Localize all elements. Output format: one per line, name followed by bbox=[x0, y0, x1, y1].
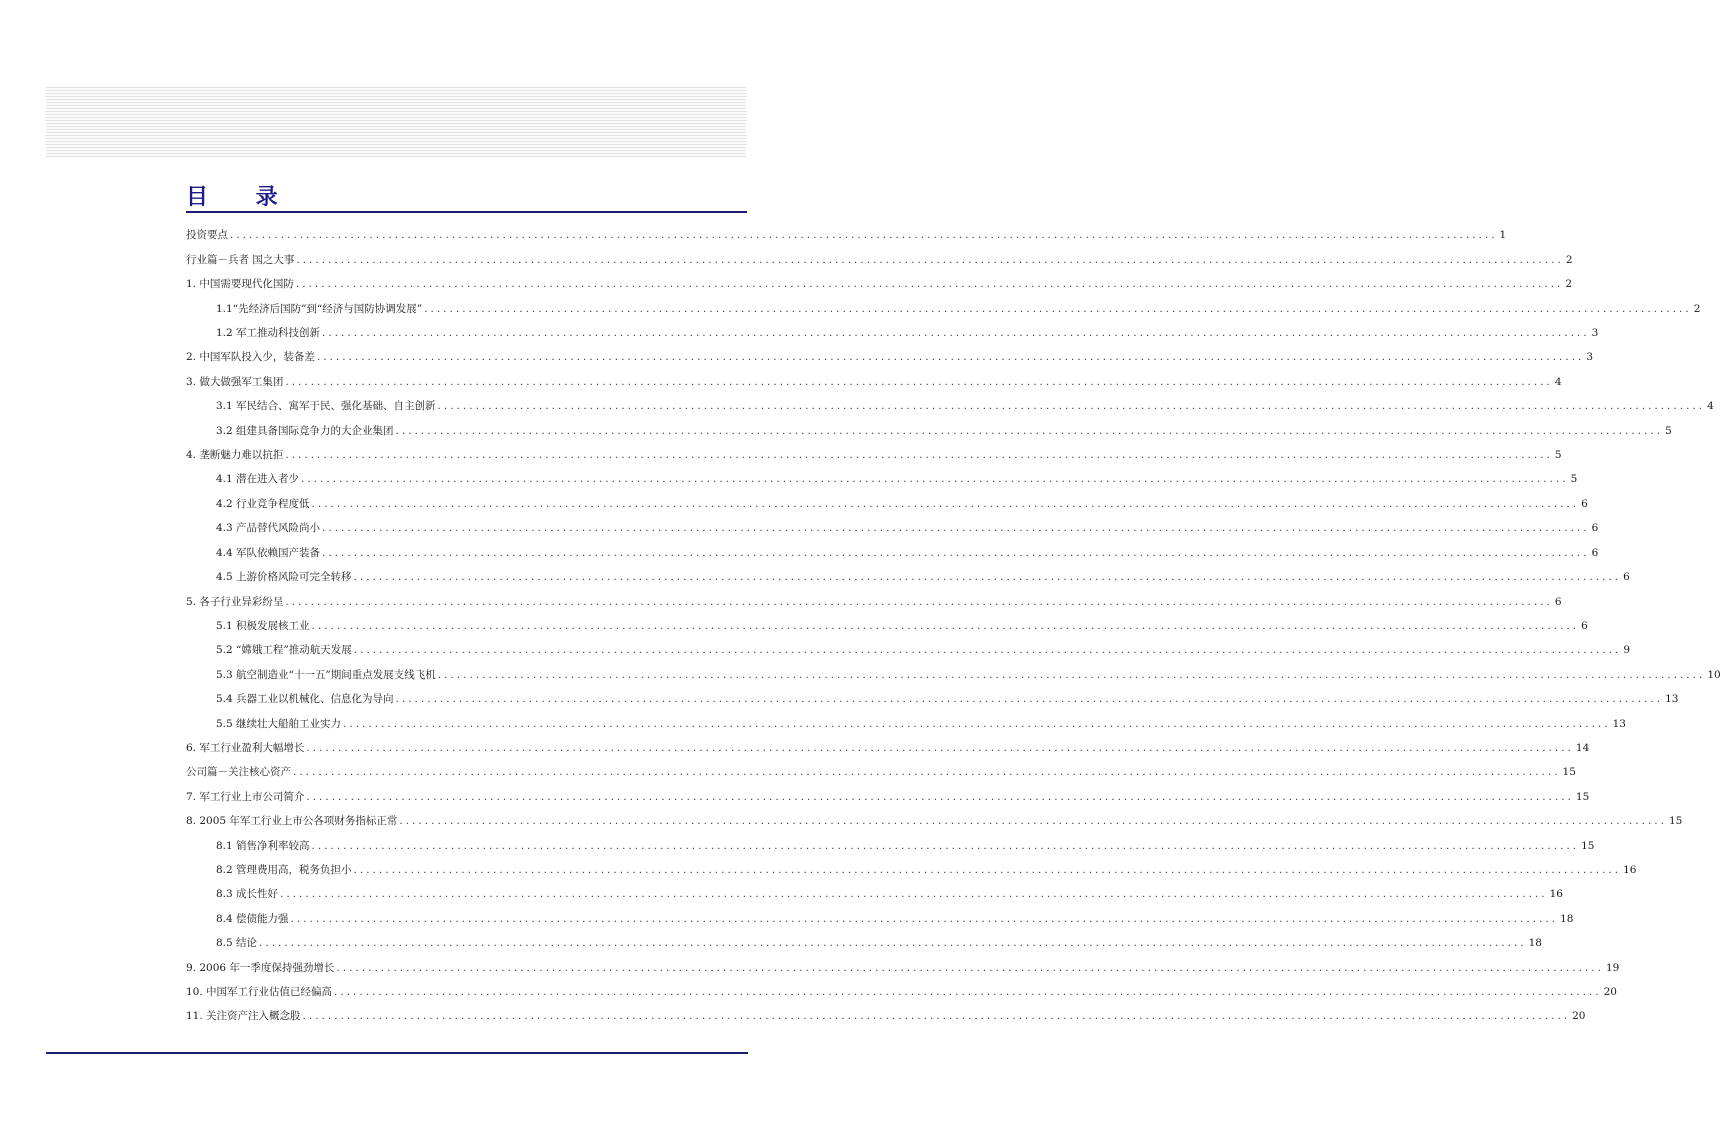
toc-entry[interactable] bbox=[186, 853, 1637, 877]
toc-entry-label: 3.1 军民结合、寓军于民、强化基础、自主创新 bbox=[216, 400, 436, 413]
toc-leader-dots: ........................................................................................................................................................................................................ bbox=[306, 741, 1574, 754]
table-of-contents bbox=[186, 218, 1721, 1023]
toc-leader-dots: ........................................................................................................................................................................................................ bbox=[322, 522, 1590, 535]
toc-entry-page-number: 18 bbox=[1560, 912, 1574, 925]
toc-leader-dots: ........................................................................................................................................................................................................ bbox=[285, 375, 1553, 388]
toc-entry-label: 5.2 “嫦娥工程”推动航天发展 bbox=[216, 644, 352, 657]
toc-entry-label: 3. 做大做强军工集团 bbox=[186, 375, 284, 388]
toc-entry[interactable] bbox=[186, 511, 1599, 535]
toc-entry-page-number: 14 bbox=[1575, 741, 1590, 754]
toc-leader-dots: ........................................................................................................................................................................................................ bbox=[302, 1010, 1571, 1023]
toc-entry-label: 2. 中国军队投入少，装备差 bbox=[186, 351, 315, 364]
toc-entry-label: 8.5 结论 bbox=[216, 937, 258, 950]
toc-entry-page-number: 4 bbox=[1554, 375, 1562, 388]
toc-leader-dots: ........................................................................................................................................................................................................ bbox=[316, 351, 1585, 364]
toc-entry-page-number: 2 bbox=[1565, 278, 1573, 291]
toc-entry-page-number: 15 bbox=[1581, 839, 1595, 852]
toc-entry-page-number: 13 bbox=[1612, 717, 1626, 730]
toc-entry-label: 1.2 军工推动科技创新 bbox=[216, 327, 321, 340]
toc-entry[interactable] bbox=[186, 389, 1714, 413]
toc-entry[interactable] bbox=[186, 999, 1586, 1023]
toc-entry-page-number: 4 bbox=[1707, 400, 1714, 413]
toc-entry-label: 10. 中国军工行业估值已经偏高 bbox=[186, 986, 333, 998]
toc-entry[interactable] bbox=[186, 291, 1701, 315]
toc-leader-dots: ........................................................................................................................................................................................................ bbox=[353, 571, 1622, 584]
toc-entry[interactable] bbox=[186, 877, 1563, 901]
toc-entry[interactable] bbox=[186, 609, 1588, 633]
toc-entry-page-number: 6 bbox=[1581, 497, 1588, 510]
toc-entry[interactable] bbox=[186, 926, 1542, 950]
toc-entry-label: 5. 各子行业异彩纷呈 bbox=[186, 595, 284, 608]
toc-entry-page-number: 5 bbox=[1554, 449, 1562, 462]
toc-leader-dots: ........................................................................................................................................................................................................ bbox=[259, 937, 1527, 950]
title-divider bbox=[186, 211, 747, 213]
toc-entry-label: 投资要点 bbox=[186, 229, 228, 242]
toc-entry-page-number: 15 bbox=[1562, 766, 1576, 779]
toc-entry[interactable] bbox=[186, 950, 1620, 974]
toc-leader-dots: ........................................................................................................................................................................................................ bbox=[437, 668, 1706, 681]
toc-leader-dots: ........................................................................................................................................................................................................ bbox=[285, 595, 1553, 608]
toc-leader-dots: ........................................................................................................................................................................................................ bbox=[306, 790, 1574, 803]
toc-entry-page-number: 1 bbox=[1499, 229, 1507, 242]
toc-leader-dots: ........................................................................................................................................................................................................ bbox=[322, 327, 1590, 340]
toc-leader-dots: ........................................................................................................................................................................................................ bbox=[322, 546, 1590, 559]
footer-divider bbox=[46, 1052, 748, 1054]
toc-leader-dots: ........................................................................................................................................................................................................ bbox=[311, 619, 1580, 632]
toc-entry-page-number: 18 bbox=[1528, 937, 1542, 950]
toc-entry[interactable] bbox=[186, 755, 1576, 779]
toc-entry-label: 8. 2005 年军工行业上市公各项财务指标正常 bbox=[186, 815, 398, 828]
toc-leader-dots: ........................................................................................................................................................................................................ bbox=[343, 717, 1611, 730]
toc-entry-label: 7. 军工行业上市公司简介 bbox=[186, 790, 305, 803]
toc-leader-dots: ........................................................................................................................................................................................................ bbox=[280, 888, 1548, 901]
toc-entry-page-number: 9 bbox=[1623, 644, 1630, 657]
toc-leader-dots: ........................................................................................................................................................................................................ bbox=[437, 400, 1706, 413]
toc-entry-label: 8.2 管理费用高，税务负担小 bbox=[216, 863, 352, 876]
toc-entry[interactable] bbox=[186, 242, 1573, 266]
toc-entry-page-number: 6 bbox=[1591, 546, 1599, 559]
toc-entry-label: 公司篇－关注核心资产 bbox=[186, 766, 291, 779]
toc-entry-page-number: 15 bbox=[1668, 815, 1683, 828]
toc-entry[interactable] bbox=[186, 364, 1562, 388]
toc-entry-page-number: 15 bbox=[1575, 790, 1590, 803]
toc-entry-page-number: 6 bbox=[1581, 619, 1588, 632]
toc-entry[interactable] bbox=[186, 975, 1617, 999]
toc-entry-label: 5.4 兵器工业以机械化、信息化为导向 bbox=[216, 693, 394, 706]
toc-leader-dots: ........................................................................................................................................................................................................ bbox=[395, 424, 1664, 437]
toc-entry-label: 11. 关注资产注入概念股 bbox=[186, 1010, 301, 1023]
toc-entry-page-number: 3 bbox=[1591, 327, 1599, 340]
toc-entry-page-number: 5 bbox=[1665, 424, 1672, 437]
toc-entry-page-number: 3 bbox=[1586, 351, 1594, 364]
toc-entry-page-number: 5 bbox=[1570, 473, 1578, 486]
toc-entry-label: 5.5 继续壮大船舶工业实力 bbox=[216, 717, 342, 730]
toc-entry-label: 8.3 成长性好 bbox=[216, 888, 279, 901]
toc-entry-label: 4.5 上游价格风险可完全转移 bbox=[216, 571, 352, 584]
toc-leader-dots: ........................................................................................................................................................................................................ bbox=[395, 693, 1664, 706]
toc-entry[interactable] bbox=[186, 413, 1672, 437]
toc-entry[interactable] bbox=[186, 486, 1588, 510]
toc-entry[interactable] bbox=[186, 657, 1721, 681]
toc-entry[interactable] bbox=[186, 340, 1594, 364]
toc-entry-page-number: 19 bbox=[1605, 961, 1620, 974]
toc-entry[interactable] bbox=[186, 706, 1626, 730]
toc-entry-page-number: 20 bbox=[1572, 1010, 1586, 1023]
toc-entry-page-number: 2 bbox=[1565, 253, 1573, 266]
toc-leader-dots: ........................................................................................................................................................................................................ bbox=[296, 253, 1564, 266]
toc-entry[interactable] bbox=[186, 218, 1507, 242]
toc-leader-dots: ........................................................................................................................................................................................................ bbox=[290, 912, 1559, 925]
toc-entry-label: 3.2 组建具备国际竞争力的大企业集团 bbox=[216, 424, 394, 437]
toc-entry-page-number: 10 bbox=[1707, 668, 1721, 681]
toc-entry[interactable] bbox=[186, 682, 1679, 706]
toc-leader-dots: ........................................................................................................................................................................................................ bbox=[336, 961, 1604, 974]
toc-entry-label: 行业篇－兵者 国之大事 bbox=[186, 253, 295, 266]
toc-entry-label: 4.1 潜在进入者少 bbox=[216, 473, 300, 486]
toc-leader-dots: ........................................................................................................................................................................................................ bbox=[399, 815, 1667, 828]
toc-entry-page-number: 13 bbox=[1665, 693, 1679, 706]
toc-entry[interactable] bbox=[186, 633, 1630, 657]
toc-entry[interactable] bbox=[186, 438, 1562, 462]
toc-leader-dots: ........................................................................................................................................................................................................ bbox=[295, 278, 1564, 291]
toc-entry-page-number: 2 bbox=[1693, 302, 1701, 315]
page-title: 目 录 bbox=[186, 185, 298, 210]
toc-entry-label: 9. 2006 年一季度保持强劲增长 bbox=[186, 961, 335, 974]
toc-entry[interactable] bbox=[186, 901, 1574, 925]
toc-entry-page-number: 6 bbox=[1591, 522, 1599, 535]
toc-entry-label: 5.1 积极发展核工业 bbox=[216, 619, 310, 632]
toc-entry-page-number: 6 bbox=[1623, 571, 1630, 584]
toc-leader-dots: ........................................................................................................................................................................................................ bbox=[230, 229, 1498, 242]
header-banner bbox=[46, 87, 746, 159]
toc-leader-dots: ........................................................................................................................................................................................................ bbox=[293, 766, 1561, 779]
toc-entry[interactable] bbox=[186, 779, 1590, 803]
toc-leader-dots: ........................................................................................................................................................................................................ bbox=[311, 497, 1580, 510]
toc-leader-dots: ........................................................................................................................................................................................................ bbox=[353, 863, 1622, 876]
toc-entry[interactable] bbox=[186, 584, 1562, 608]
toc-leader-dots: ........................................................................................................................................................................................................ bbox=[353, 644, 1622, 657]
toc-entry[interactable] bbox=[186, 267, 1573, 291]
toc-entry[interactable] bbox=[186, 462, 1578, 486]
toc-entry-label: 1. 中国需要现代化国防 bbox=[186, 278, 294, 291]
toc-leader-dots: ........................................................................................................................................................................................................ bbox=[311, 839, 1580, 852]
toc-entry[interactable] bbox=[186, 316, 1599, 340]
toc-leader-dots: ........................................................................................................................................................................................................ bbox=[285, 449, 1553, 462]
toc-leader-dots: ........................................................................................................................................................................................................ bbox=[424, 302, 1692, 315]
toc-entry[interactable] bbox=[186, 560, 1630, 584]
toc-entry-page-number: 16 bbox=[1623, 863, 1637, 876]
toc-entry-label: 4.4 军队依赖国产装备 bbox=[216, 546, 321, 559]
toc-leader-dots: ........................................................................................................................................................................................................ bbox=[301, 473, 1569, 486]
toc-entry-label: 4. 垄断魅力难以抗拒 bbox=[186, 449, 284, 462]
toc-entry[interactable] bbox=[186, 804, 1683, 828]
toc-leader-dots: ........................................................................................................................................................................................................ bbox=[334, 986, 1602, 998]
toc-entry-label: 8.1 销售净利率较高 bbox=[216, 839, 310, 852]
toc-entry-label: 6. 军工行业盈利大幅增长 bbox=[186, 741, 305, 754]
toc-entry-label: 8.4 偿债能力强 bbox=[216, 912, 289, 925]
toc-entry-page-number: 6 bbox=[1554, 595, 1562, 608]
toc-entry-label: 1.1“先经济后国防”到“经济与国防协调发展” bbox=[216, 302, 423, 315]
toc-entry-page-number: 16 bbox=[1549, 888, 1563, 901]
toc-entry[interactable] bbox=[186, 731, 1590, 755]
toc-entry-label: 4.3 产品替代风险尚小 bbox=[216, 522, 321, 535]
toc-entry-label: 4.2 行业竞争程度低 bbox=[216, 497, 310, 510]
toc-entry-page-number: 20 bbox=[1603, 986, 1617, 998]
toc-entry[interactable] bbox=[186, 535, 1599, 559]
toc-entry[interactable] bbox=[186, 828, 1595, 852]
toc-entry-label: 5.3 航空制造业“十一五”期间重点发展支线飞机 bbox=[216, 668, 436, 681]
